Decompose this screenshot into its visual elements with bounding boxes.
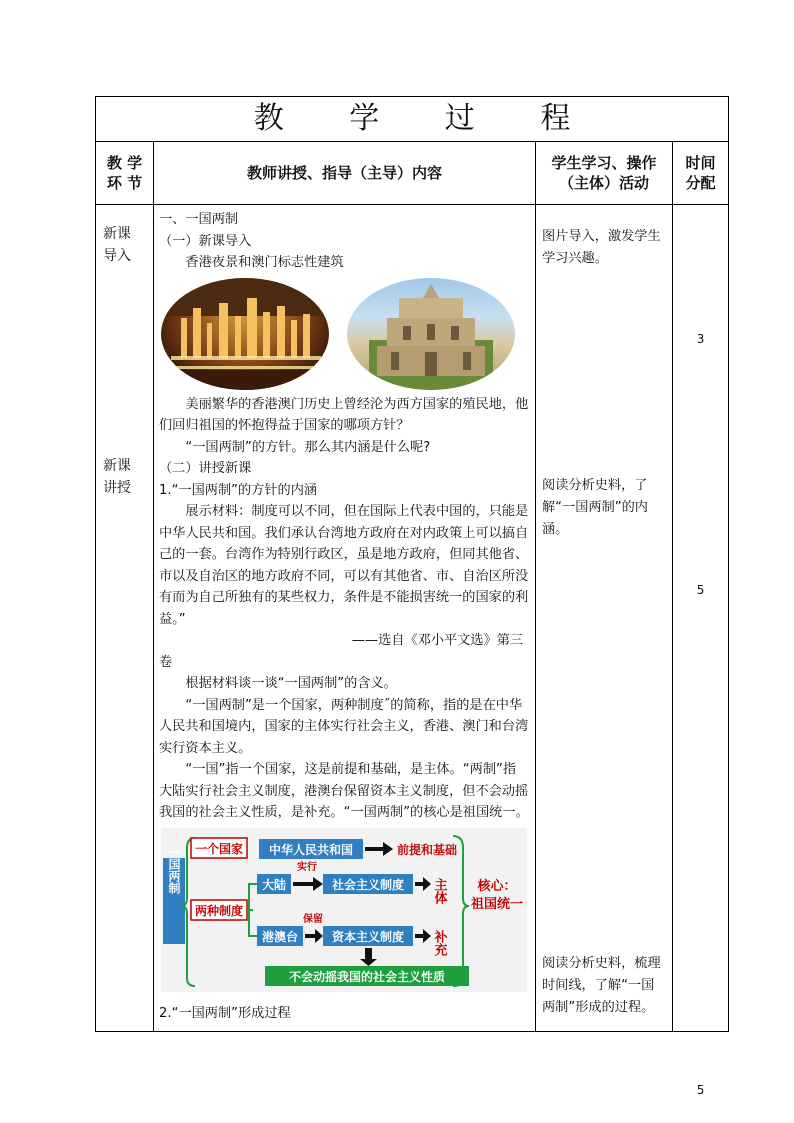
point-2-heading: 2.“一国两制”形成过程 — [159, 1006, 291, 1021]
explanation-paragraph: “一国”指一个国家，这是前提和基础，是主体。“两制”指大陆实行社会主义制度，港澳台保留资本主义制度，但不会动摇我国的社会主义性质，是补充。“一国两制”的核心是祖国统一。 — [159, 762, 529, 820]
phase-cell — [96, 205, 154, 1032]
one-country-two-systems-diagram — [161, 828, 527, 992]
lead-question: 美丽繁华的香港澳门历史上曾经沦为西方国家的殖民地，他们回归祖国的怀抱得益于国家的哪项方针？ — [159, 396, 529, 433]
photo-caption: 香港夜景和澳门标志性建筑 — [185, 255, 344, 270]
diagram-retain: 保留 — [303, 913, 323, 925]
activity-1: 图片导入，激发学生学习兴趣。 — [542, 229, 661, 266]
material-text: 展示材料：制度可以不同，但在国际上代表中国的，只能是中华人民共和国。我们承认台湾地方政府在对内政策上可以搞自己的一套。台湾作为特别行政区，虽是地方政府，但同其他省、市以及自治区的地方政府不同，可以有其他省、市、自治区所没有而为自己所独有的某些权力，条件是不能损害统一的国家的利益。” — [159, 504, 529, 627]
time-1: 3 — [696, 332, 705, 346]
lead-answer: “一国两制”的方针。那么其内涵是什么呢? — [185, 439, 431, 455]
header-student-activity: 学生学习、操作（主体）活动 — [536, 142, 673, 205]
diagram-core: 核心： — [477, 878, 517, 894]
teacher-content-cell — [154, 205, 536, 1032]
diagram-implement: 实行 — [297, 861, 317, 873]
diagram-prc: 中华人民共和国 — [268, 842, 354, 857]
diagram-bottom: 不会动摇我国的社会主义性质 — [288, 969, 446, 984]
time-3: 5 — [696, 1083, 705, 1097]
table-title-cell — [96, 97, 729, 142]
phase-intro: 新课导入 — [103, 226, 131, 264]
student-activity-cell — [536, 205, 673, 1032]
subsection-intro: （一）新课导入 — [159, 233, 252, 249]
phase-teach: 新课讲授 — [103, 458, 131, 496]
diagram-hmt: 港澳台 — [261, 929, 299, 944]
meaning-paragraph: “一国两制”是一个国家，两种制度˝的简称，指的是在中华人民共和国境内，国家的主体实行社会主义，香港、澳门和台湾实行资本主义。 — [159, 697, 529, 756]
activity-2: 阅读分析史料，了解“一国两制”的内涵。 — [542, 478, 648, 537]
diagram-main-body: 主体 — [431, 877, 447, 904]
header-phase: 教 学 环 节 — [96, 142, 154, 205]
diagram-left-label: 一国两制 — [167, 845, 181, 894]
macau-ruins-photo — [347, 278, 515, 390]
subsection-teach: （二）讲授新课 — [159, 461, 252, 476]
header-teacher-content: 教师讲授、指导（主导）内容 — [154, 142, 536, 205]
diagram-unify: 祖国统一 — [470, 896, 524, 912]
table-title: 教 学 过 程 — [253, 101, 599, 136]
diagram-one-country: 一个国家 — [194, 841, 244, 856]
diagram-supplement: 补充 — [431, 929, 447, 956]
hong-kong-night-photo — [161, 278, 329, 390]
diagram-mainland: 大陆 — [261, 877, 287, 892]
activity-3: 阅读分析史料，梳理时间线，了解“一国两制”形成的过程。 — [542, 956, 661, 1015]
point-1-heading: 1.“一国两制”的方针的内涵 — [159, 482, 318, 498]
section-heading: 一、一国两制 — [159, 212, 239, 227]
diagram-two-systems: 两种制度 — [194, 903, 244, 918]
time-2: 5 — [696, 583, 705, 597]
time-cell — [673, 205, 729, 1097]
task-text: 根据材料谈一谈“一国两制”的含义。 — [185, 676, 397, 691]
material-source: ——选自《邓小平文选》第三卷 — [159, 633, 524, 670]
header-time: 时间分配 — [673, 142, 729, 205]
lesson-process-table — [95, 96, 729, 1097]
diagram-capitalism: 资本主义制度 — [331, 929, 405, 944]
diagram-basis: 前提和基础 — [397, 842, 458, 857]
diagram-socialism: 社会主义制度 — [331, 877, 405, 892]
photo-row — [159, 278, 529, 390]
